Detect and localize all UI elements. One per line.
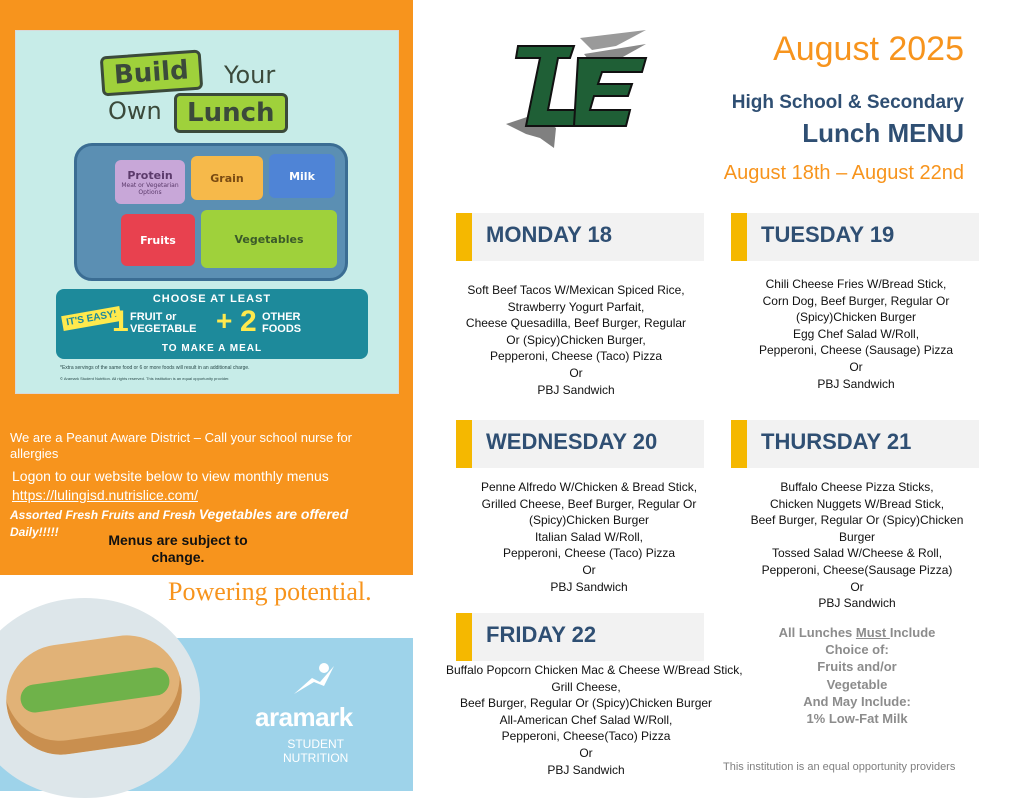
lunch-menu-title: Lunch MENU bbox=[802, 118, 964, 148]
one-number: 1 bbox=[112, 305, 129, 338]
day-accent-bar bbox=[456, 613, 472, 661]
subject-line-2: change. bbox=[151, 549, 205, 565]
subject-line-1: Menus are subject to bbox=[108, 532, 248, 548]
two-number: 2 bbox=[240, 305, 257, 338]
lunch-tray bbox=[74, 143, 348, 281]
menu-line: (Spicy)Chicken Burger bbox=[528, 513, 650, 528]
note-must: Must bbox=[855, 625, 890, 640]
monday-header bbox=[456, 213, 704, 261]
lunch-requirements-note bbox=[745, 624, 969, 727]
logon-text: Logon to our website below to view monthly menus bbox=[12, 468, 329, 484]
menu-line: Cheese Quesadilla, Beef Burger, Regular bbox=[465, 316, 687, 331]
day-accent-bar bbox=[731, 213, 747, 261]
menu-line: Soft Beef Tacos W/Mexican Spiced Rice, bbox=[467, 283, 685, 297]
menu-line: Pepperoni, Cheese(Taco) Pizza bbox=[501, 729, 671, 744]
poster-your: Your bbox=[224, 61, 276, 89]
choose-banner bbox=[56, 289, 368, 359]
nutrislice-link[interactable]: https://lulingisd.nutrislice.com/ bbox=[12, 487, 198, 503]
menu-line: All-American Chef Salad W/Roll, bbox=[499, 712, 673, 727]
menu-line: (Spicy)Chicken Burger bbox=[795, 310, 917, 325]
thursday-header bbox=[731, 420, 979, 468]
menu-line: Or bbox=[579, 745, 593, 760]
tray-protein-label: Protein bbox=[127, 168, 173, 182]
menu-line: Buffalo Cheese Pizza Sticks, bbox=[780, 480, 934, 494]
aramark-logo-text: aramark bbox=[255, 702, 353, 732]
menu-line: Beef Burger, Regular Or (Spicy)Chicken Burger bbox=[459, 696, 713, 711]
poster-title bbox=[96, 53, 306, 143]
its-easy-badge: IT'S EASY! bbox=[61, 306, 122, 331]
make-meal-text: TO MAKE A MEAL bbox=[161, 343, 263, 354]
thursday-label: THURSDAY 21 bbox=[761, 429, 912, 454]
other-foods: OTHER FOODS bbox=[262, 311, 302, 335]
menu-line: Grilled Cheese, Beef Burger, Regular Or bbox=[481, 496, 697, 511]
menu-line: Pepperoni, Cheese (Sausage) Pizza bbox=[758, 343, 954, 358]
monday-label: MONDAY 18 bbox=[486, 222, 612, 247]
note-line-4: Vegetable bbox=[826, 676, 888, 692]
note-l1a: All Lunches bbox=[778, 625, 856, 640]
menu-line: Pepperoni, Cheese (Taco) Pizza bbox=[502, 546, 676, 561]
friday-menu bbox=[446, 662, 743, 778]
monday-menu bbox=[436, 282, 716, 398]
menu-line: Corn Dog, Beef Burger, Regular Or bbox=[762, 293, 950, 308]
peanut-notice: We are a Peanut Aware District – Call your school nurse for allergies bbox=[10, 430, 353, 461]
menu-line: Pepperoni, Cheese(Sausage Pizza) bbox=[761, 562, 953, 577]
subject-to-change bbox=[98, 532, 258, 566]
aramark-figure-icon bbox=[290, 660, 340, 700]
note-line-2: Choice of: bbox=[825, 642, 889, 658]
equal-opportunity-note: This institution is an equal opportunity providers bbox=[723, 761, 956, 773]
tray-milk: Milk bbox=[269, 154, 335, 198]
menu-line: Buffalo Popcorn Chicken Mac & Cheese W/Bread Stick, bbox=[446, 663, 743, 677]
poster-own: Own bbox=[108, 97, 162, 125]
tray-protein bbox=[115, 160, 185, 204]
tray-fruits: Fruits bbox=[121, 214, 195, 266]
menu-line: PBJ Sandwich bbox=[550, 579, 628, 594]
tuesday-menu bbox=[716, 276, 996, 392]
tuesday-header bbox=[731, 213, 979, 261]
menu-line: Burger bbox=[838, 529, 876, 544]
menu-line: Penne Alfredo W/Chicken & Bread Stick, bbox=[480, 480, 698, 494]
menu-line: Tossed Salad W/Cheese & Roll, bbox=[771, 546, 943, 561]
tray-protein-sub: Meat or Vegetarian Options bbox=[121, 181, 179, 196]
choose-text: CHOOSE AT LEAST bbox=[152, 293, 272, 305]
school-le-eagle-logo bbox=[496, 28, 656, 156]
note-line-1 bbox=[745, 624, 969, 641]
menu-line: Grill Cheese, bbox=[551, 679, 621, 694]
week-range: August 18th – August 22nd bbox=[723, 162, 964, 184]
fresh-part-c: Daily!!!!! bbox=[10, 525, 59, 539]
day-accent-bar bbox=[456, 213, 472, 261]
poster-fine-print: *Extra servings of the same food or 6 or more foods will result in an additional charge. bbox=[60, 365, 250, 371]
tray-vegetables: Vegetables bbox=[201, 210, 337, 268]
menu-line: Chicken Nuggets W/Bread Stick, bbox=[769, 496, 945, 511]
menu-line: Or bbox=[569, 365, 583, 380]
fruit-or-vegetable: FRUIT or VEGETABLE bbox=[130, 311, 197, 335]
menu-line: PBJ Sandwich bbox=[817, 376, 895, 391]
tuesday-label: TUESDAY 19 bbox=[761, 222, 895, 247]
day-accent-bar bbox=[731, 420, 747, 468]
plus-sign: + bbox=[216, 305, 233, 336]
wednesday-label: WEDNESDAY 20 bbox=[486, 429, 658, 454]
tray-grain: Grain bbox=[191, 156, 263, 200]
nutrition-word: NUTRITION bbox=[283, 751, 349, 765]
menu-line: Or (Spicy)Chicken Burger, bbox=[506, 332, 646, 347]
note-l1c: Include bbox=[889, 625, 936, 640]
menu-line: Or bbox=[582, 562, 596, 577]
friday-header bbox=[456, 613, 704, 661]
menu-line: Strawberry Yogurt Parfait, bbox=[507, 299, 645, 314]
note-line-6: 1% Low-Fat Milk bbox=[806, 711, 908, 727]
note-line-5: And May Include: bbox=[803, 693, 911, 709]
menu-line: Chili Cheese Fries W/Bread Stick, bbox=[765, 277, 947, 291]
note-line-3: Fruits and/or bbox=[817, 659, 897, 675]
wednesday-menu bbox=[449, 479, 729, 595]
thursday-menu bbox=[717, 479, 997, 612]
menu-line: Italian Salad W/Roll, bbox=[534, 529, 644, 544]
menu-line: PBJ Sandwich bbox=[547, 762, 625, 777]
student-word: STUDENT bbox=[287, 737, 344, 751]
menu-line: PBJ Sandwich bbox=[537, 382, 615, 397]
menu-line: Beef Burger, Regular Or (Spicy)Chicken bbox=[750, 513, 964, 528]
student-nutrition-text bbox=[283, 737, 348, 765]
menu-line: Egg Chef Salad W/Roll, bbox=[792, 326, 920, 341]
fresh-part-b: Vegetables are offered bbox=[198, 506, 349, 522]
menu-line: Or bbox=[849, 359, 863, 374]
school-level: High School & Secondary bbox=[731, 92, 964, 113]
wednesday-header bbox=[456, 420, 704, 468]
menu-month: August 2025 bbox=[773, 30, 964, 68]
menu-line: Pepperoni, Cheese (Taco) Pizza bbox=[489, 349, 663, 364]
day-accent-bar bbox=[456, 420, 472, 468]
fresh-part-a: Assorted Fresh Fruits and Fresh bbox=[10, 508, 199, 522]
poster-copyright: © Aramark Student Nutrition. All rights reserved. This institution is an equal opportunity provider. bbox=[60, 376, 230, 381]
friday-label: FRIDAY 22 bbox=[486, 622, 597, 647]
powering-potential-tagline: Powering potential. bbox=[168, 577, 372, 606]
poster-lunch: Lunch bbox=[174, 93, 288, 133]
poster-build: Build bbox=[100, 50, 203, 97]
build-your-own-lunch-poster bbox=[15, 30, 399, 394]
menu-line: Or bbox=[850, 579, 864, 594]
menu-line: PBJ Sandwich bbox=[818, 596, 896, 611]
